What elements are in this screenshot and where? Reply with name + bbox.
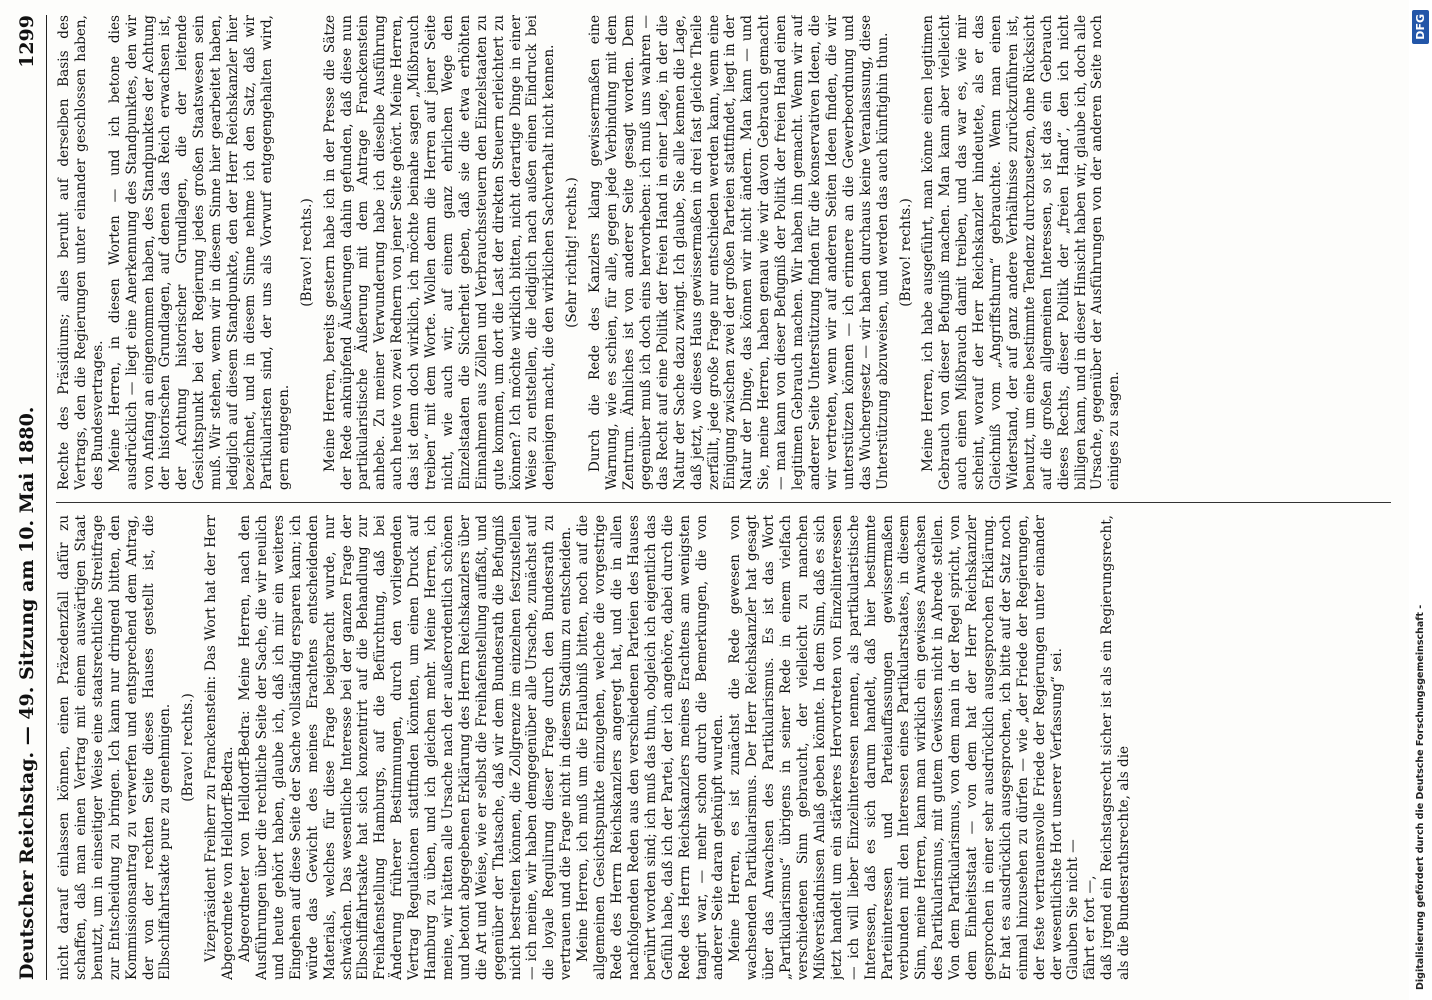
paragraph: daß irgend ein Reichstagsrecht sicher ist als ein Regierungsrecht, als die Bundesrathsrechte, als die [1099, 515, 1133, 980]
interjection: (Bravo! rechts.) [897, 198, 914, 307]
paragraph: nicht darauf einlassen können, einen Präzedenzfall dafür zu schaffen, daß man einen Vertrag mit einem auswärtigen Staat benutzt, um in einseitiger Weise eine staatsrechtliche Streitfrage zur Entscheidung zu bringen. Ich kann nur dringend bitten, den Kommissionsantrag zu verwerfen und entsprechend dem Antrag, der von der rechten Seite dieses Hauses gestellt ist, die Elbschiffahrtsakte pure zu genehmigen. [56, 515, 174, 980]
paragraph: Vizepräsident Freiherr zu Franckenstein: Das Wort hat der Herr Abgeordnete von Helldorff-Bedra. [203, 515, 237, 980]
header-publication: Deutscher Reichstag. — 49. [16, 686, 38, 980]
header-session-date: Sitzung am 10. Mai 1880. [16, 406, 38, 680]
credit-text: Digitalisierung gefördert durch die Deutsche Forschungsgemeinschaft - [1415, 604, 1426, 990]
digitization-credit [1409, 0, 1432, 1000]
paragraph: Meine Herren, ich muß um die Erlaubniß bitten, noch auf die allgemeinen Gesichtspunkte einzugehen, welche die vorgestrige Rede des Herrn Reichskanzlers angeregt hat, und die in allen nachfolgenden Reden aus den verschiedenen Parteien des Hauses berührt worden sind; ich muß das thun, obgleich ich eigentlich das Gefühl habe, daß ich der Partei, der ich angehöre, dabei durch die Rede des Herrn Reichskanzlers meines Erachtens am wenigsten tangirt war, — mehr schon durch die Bemerkungen, die von anderer Seite daran geknüpft wurden. [575, 515, 727, 980]
interjection: (Bravo! rechts.) [180, 693, 197, 802]
header-rule [46, 15, 47, 980]
right-column [56, 15, 1391, 490]
interjection: (Sehr richtig! rechts.) [564, 177, 581, 328]
page-number: 1299 [16, 15, 38, 68]
paragraph: Meine Herren, es ist zunächst die Rede gewesen von wachsenden Partikularismus. Der Herr Reichskanzler hat gesagt über das Anwachsen des Partikularismus. Es ist das Wort „Partikularismus“ übrigens in seiner Rede in einem vielfach verschiedenen Sinn gebraucht, der vielleicht zu manchen Mißverständnissen Anlaß geben könnte. In dem Sinn, daß es sich jetzt handelt um ein stärkeres Hervortreten von Einzelinteressen — ich will lieber Einzelinteressen nennen, als partikularistische Interessen, daß es sich darum handelt, daß hier bestimmte Parteiinteressen und Parteiauffassungen gewissermaßen verbunden mit den Interessen eines Partikularstaates, in diesem Sinn, meine Herren, kann man wirklich ein gewisses Anwachsen des Partikularismus, mit gutem Gewissen nicht in Abrede stellen. Von dem Partikularismus, von dem man in der Regel spricht, von dem Einheitsstaat — von dem hat der Herr Reichskanzler gesprochen in einer sehr ausdrücklich ausgesprochen Erklärung. Er hat es ausdrücklich ausgesprochen, ich bitte auf der Satz noch einmal hinzusehen zu dürfen — wie „der Friede der Regierungen, der feste vertrauensvolle Friede der Regierungen unter einander der wesentlichste Hort unserer Verfassung“ sei. [727, 515, 1065, 980]
interjection: (Bravo! rechts.) [298, 198, 315, 307]
paragraph: Abgeordneter von Helldorff-Bedra: Meine Herren, nach den Ausführungen über die rechtliche Seite der Sache, die wir neulich und heute gehört haben, glaube ich, daß ich mir ein weiteres Eingehen auf diese Seite der Sache vollständig ersparen kann; ich würde das Gewicht des meines Erachtens entscheidenden Materials, welches für diese Frage beigebracht wurde, nur schwächen. Das wesentliche Interesse bei der ganzen Frage der Elbschiffahrtsakte hat sich konzentrirt auf die Behandlung zur Freihafenstellung Hamburgs, auf die Befürchtung, daß bei Änderung früherer Bestimmungen, durch den vorliegenden Vertrag Regulationen stattfinden könnten, um einen Druck auf Hamburg zu üben, und ich gleichen mehr. Meine Herren, ich meine, wir hätten alle Ursache nach der außerordentlich schönen und betont abgegebenen Erklärung des Herrn Reichskanzlers über die Art und Weise, wie er selbst die Freihafenstellung auffaßt, und gegenüber der Thatsache, daß wir dem Bundesrath die Befugniß nicht bestreiten können, die Zollgrenze im einzelnen festzustellen — ich meine, wir haben demgegenüber alle Ursache, zunächst auf die loyale Regulirung dieser Frage durch den Bundesrath zu vertrauen und die Frage nicht in diesem Stadium zu entscheiden. [237, 515, 575, 980]
left-column [56, 515, 1391, 980]
paragraph: Glauben Sie nicht — [1065, 839, 1082, 980]
dfg-logo: DFG [1412, 10, 1429, 44]
paragraph: fährt er fort —, [1082, 875, 1099, 980]
column-divider [56, 502, 1391, 503]
paragraph: Meine Herren, bereits gestern habe ich in der Presse die Sätze der Rede anknüpfend Äußerungen dahin gefunden, daß diese nun partikularistische Äußerung mit dem Antrage Franckenstein anhebe. Zu meiner Verwunderung habe ich dieselbe Ausführung auch heute von zwei Rednern von jener Seite gehört. Meine Herren, das ist denn doch wirklich, ich möchte beinahe sagen „Mißbrauch treiben“ mit dem Worte. Wollen denn die Herren auf jener Seite nicht, wie auch wir, auf einem ganz ehrlichen Wege den Einzelstaaten die Sicherheit geben, daß sie die etwa erhöhten Einnahmen aus Zöllen und Verbrauchssteuern den Einzelstaaten zu gute kommen, um dort die Last der direkten Steuern erleichtert zu können? Ich möchte wirklich bitten, nicht derartige Dinge in einer Weise zu entstellen, die lediglich nach außen einen Eindruck bei denjenigen macht, die den wirklichen Sachverhalt nicht kennen. [321, 15, 558, 490]
paragraph: Rechte des Präsidiums; alles beruht auf derselben Basis des Vertrags, den die Regierungen unter einander geschlossen haben, des Bundesvertrages. [56, 15, 106, 490]
paragraph: Meine Herren, ich habe ausgeführt, man könne einen legitimen Gebrauch von dieser Befugniß machen. Man kann aber vielleicht auch einen Mißbrauch damit treiben, und das war es, wie mir scheint, worauf der Herr Reichskanzler hindeutete, als er das Gleichniß vom „Angriffsthurm“ gebrauchte. Wenn man einen Widerstand, der auf ganz andere Verhältnisse zurückzuführen ist, benutzt, um eine bestimmte Tendenz durchzusetzen, ohne Rücksicht auf die großen allgemeinen Interessen, so ist das ein Gebrauch dieses Rechts, dieser Politik der „freien Hand“, den ich nicht billigen kann, und in dieser Hinsicht haben wir, glaube ich, doch alle Ursache, gegenüber der Ausführungen von der anderen Seite noch einiges zu sagen. [920, 15, 1123, 490]
page-header [12, 15, 42, 980]
paragraph: Meine Herren, in diesen Worten — und ich betone dies ausdrücklich — liegt eine Anerkennung des Standpunktes, den wir von Anfang an eingenommen haben, des Standpunktes der Achtung der historischen Grundlagen, auf denen das Reich erwachsen ist, der Achtung historischer Grundlagen, die der leitende Gesichtspunkt bei der Regierung jedes großen Staatswesen sein muß. Wir stehen, wenn wir in diesem Sinne hier gearbeitet haben, lediglich auf diesem Standpunkte, den der Herr Reichskanzler hier bezeichnet, und in diesem Sinne nehme ich den Satz, daß wir Partikularisten sind, der uns als Vorwurf entgegengehalten wird, gern entgegen. [106, 15, 292, 490]
paragraph: Durch die Rede des Kanzlers klang gewissermaßen eine Warnung, wie es schien, für alle, gegen jede Verbindung mit dem Zentrum. Ähnliches ist von anderer Seite gesagt worden. Dem gegenüber muß ich doch eins hervorheben: ich muß uns wahren — das Recht auf eine Politik der freien Hand in einer Lage, in der die Natur der Sache dazu zwingt. Ich glaube, Sie alle kennen die Lage, daß jetzt, wo dieses Haus gewissermaßen in drei fast gleiche Theile zerfällt, jede große Frage nur entschieden werden kann, wenn eine Einigung zwischen zwei der großen Parteien stattfindet, liegt in der Natur der Dinge, das können wir nicht ändern. Man kann — und Sie, meine Herren, haben genau wie wir davon Gebrauch gemacht — man kann von dieser Befugniß der Politik der freien Hand einen legitimen Gebrauch machen. Wir haben ihn gemacht. Wenn wir auf anderer Seite Unterstützung finden für die konservativen Ideen, die wir vertreten, wenn wir auf anderen Seiten Ideen finden, die wir unterstützen können — ich erinnere an die Gewerbeordnung und das Wuchergesetz — wir haben durchaus keine Veranlassung, diese Unterstützung abzuweisen, und werden das auch künftighin thun. [587, 15, 891, 490]
